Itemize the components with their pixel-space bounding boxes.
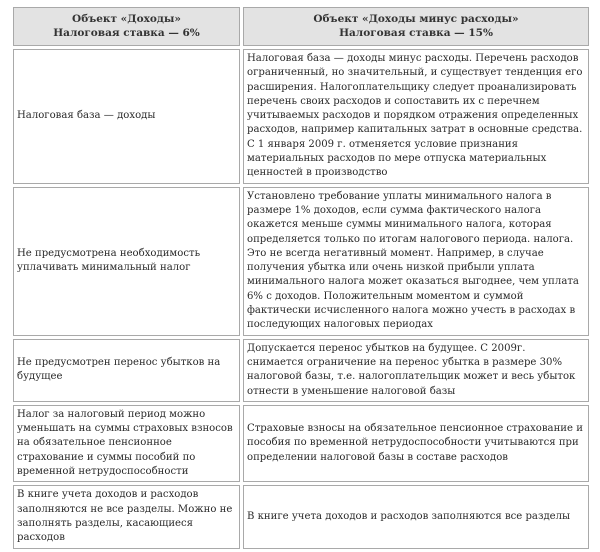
cell-income-loss-carryforward: Не предусмотрен перенос убытков на будущее — [13, 339, 240, 402]
header-income-minus-expenses-object — [243, 7, 589, 46]
cell-income-accounting-book: В книге учета доходов и расходов заполняются не все разделы. Можно не заполнять разделы, касающиеся расходов — [13, 485, 240, 548]
header-income-minus-expenses-title: Объект «Доходы минус расходы» — [313, 13, 519, 25]
table-row-tax-base — [13, 49, 589, 184]
table-row-accounting-book — [13, 485, 589, 548]
table-row-minimum-tax — [13, 187, 589, 336]
header-income-minus-expenses-rate: Налоговая ставка — 15% — [339, 27, 493, 39]
cell-expenses-tax-base: Налоговая база — доходы минус расходы. Перечень расходов ограниченный, но значительный, и существует тенденция его расширения. Налогоплательщику следует проанализировать перечень своих расходов и сопоставить их с перечнем учитываемых расходов и порядком отражения определенных расходов, например капитальных затрат в основные средства. С 1 января 2009 г. отменяется условие признания материальных расходов по мере отпуска материальных ценностей в производство — [243, 49, 589, 184]
header-income-object-title: Объект «Доходы» — [72, 13, 181, 25]
cell-expenses-insurance-contributions: Страховые взносы на обязательное пенсионное страхование и пособия по временной нетрудоспособности учитываются при определении налоговой базы в составе расходов — [243, 405, 589, 482]
cell-income-minimum-tax: Не предусмотрена необходимость уплачивать минимальный налог — [13, 187, 240, 336]
cell-expenses-loss-carryforward: Допускается перенос убытков на будущее. С 2009г. снимается ограничение на перенос убытка в размере 30% налоговой базы, т.е. налогоплательщик может и весь убыток отнести в уменьшение налоговой базы — [243, 339, 589, 402]
cell-expenses-minimum-tax: Установлено требование уплаты минимального налога в размере 1% доходов, если сумма фактического налога окажется меньше суммы минимального налога, которая определяется только по итогам налогового периода. налога. Это не всегда негативный момент. Например, в случае получения убытка или очень низкой прибыли уплата минимального налога может оказаться выгоднее, чем уплата 6% с доходов. Положительным моментом и суммой фактически исчисленного налога можно учесть в расходах в последующих налоговых периодах — [243, 187, 589, 336]
comparison-table-container — [13, 4, 588, 552]
header-income-object-rate: Налоговая ставка — 6% — [53, 27, 200, 39]
table-row-insurance-contributions — [13, 405, 589, 482]
cell-income-tax-base: Налоговая база — доходы — [13, 49, 240, 184]
tax-regime-comparison-table — [10, 4, 592, 552]
cell-expenses-accounting-book: В книге учета доходов и расходов заполняются все разделы — [243, 485, 589, 548]
cell-income-insurance-contributions: Налог за налоговый период можно уменьшать на суммы страховых взносов на обязательное пенсионное страхование и суммы пособий по временной нетрудоспособности — [13, 405, 240, 482]
table-row-loss-carryforward — [13, 339, 589, 402]
header-income-object — [13, 7, 240, 46]
header-row — [13, 7, 589, 46]
